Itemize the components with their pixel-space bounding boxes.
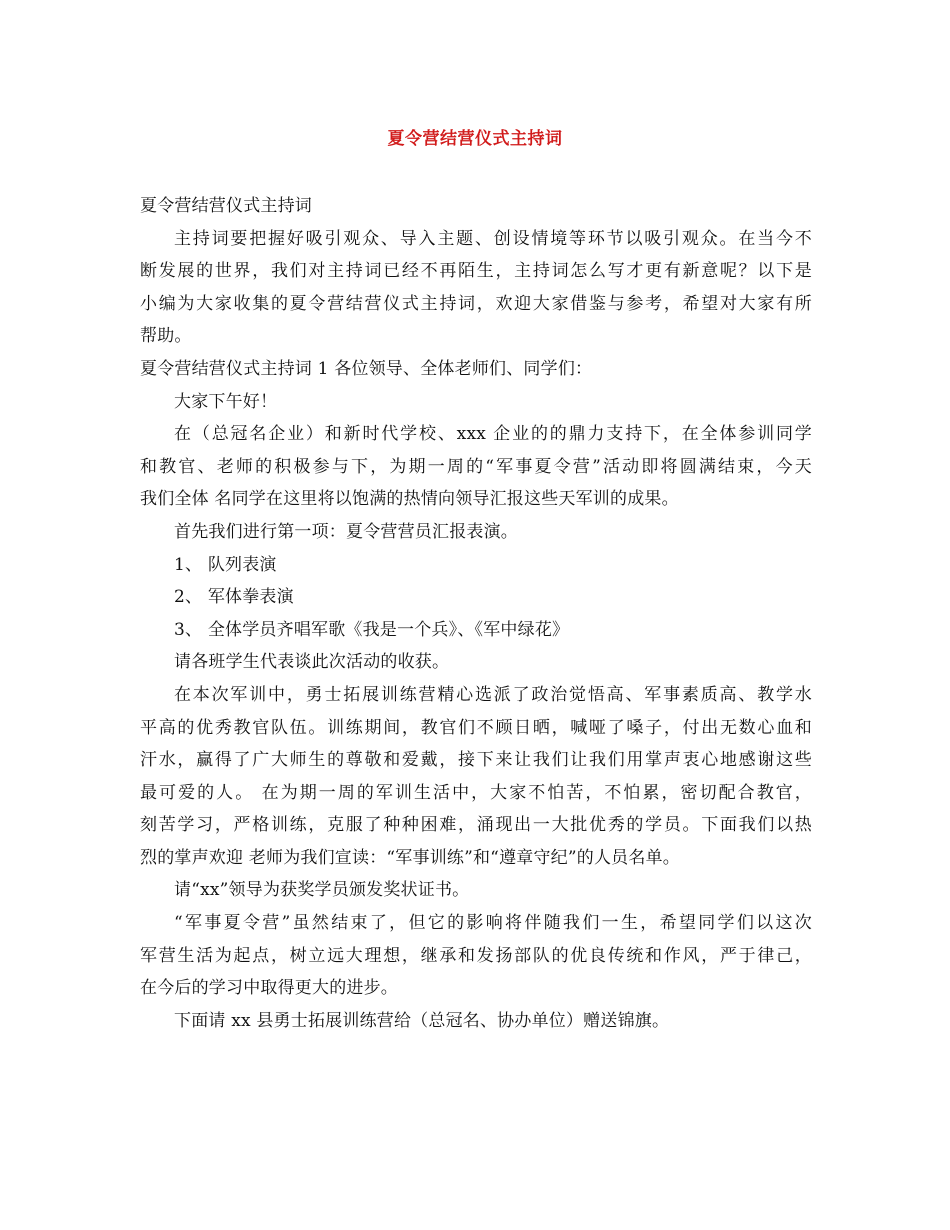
- body-text-line: 在（总冠名企业）和新时代学校、xxx 企业的的鼎力支持下，在全体参训同学: [174, 424, 812, 445]
- body-text-line: 3、 全体学员齐唱军歌《我是一个兵》、《军中绿花》: [174, 619, 570, 640]
- body-text-line: 汗水，赢得了广大师生的尊敬和爱戴，接下来让我们让我们用掌声衷心地感谢这些: [140, 750, 812, 771]
- body-text-line: 2、 军体拳表演: [174, 587, 294, 608]
- body-text-line: 主持词要把握好吸引观众、导入主题、创设情境等环节以吸引观众。在当今不: [174, 228, 812, 249]
- body-text-line: 首先我们进行第一项：夏令营营员汇报表演。: [174, 521, 518, 542]
- body-text-line: 军营生活为起点，树立远大理想，继承和发扬部队的优良传统和作风，严于律己，: [140, 945, 812, 966]
- body-text-line: 大家下午好！: [174, 391, 278, 412]
- body-text-line: 在本次军训中，勇士拓展训练营精心选派了政治觉悟高、军事素质高、教学水: [174, 684, 812, 705]
- body-text-line: 平高的优秀教官队伍。训练期间，教官们不顾日晒，喊哑了嗓子，付出无数心血和: [140, 717, 812, 738]
- body-text-line: 断发展的世界，我们对主持词已经不再陌生，主持词怎么写才更有新意呢？以下是: [140, 261, 812, 282]
- body-text-line: 小编为大家收集的夏令营结营仪式主持词，欢迎大家借鉴与参考，希望对大家有所: [140, 293, 812, 314]
- body-text-line: 在今后的学习中取得更大的进步。: [140, 978, 398, 999]
- document-title: 夏令营结营仪式主持词: [387, 129, 563, 149]
- body-text-line: 刻苦学习，严格训练，克服了种种困难，涌现出一大批优秀的学员。下面我们以热: [140, 815, 812, 836]
- body-text-line: 请各班学生代表谈此次活动的收获。: [174, 652, 450, 673]
- body-text-line: 请“xx”领导为获奖学员颁发奖状证书。: [174, 880, 470, 901]
- body-text-line: 帮助。: [140, 326, 192, 347]
- body-text-line: 1、 队列表演: [174, 554, 277, 575]
- body-text-line: 夏令营结营仪式主持词: [140, 196, 312, 216]
- body-text-line: 夏令营结营仪式主持词 1 各位领导、全体老师们、同学们：: [140, 358, 593, 379]
- body-text-line: 下面请 xx 县勇士拓展训练营给（总冠名、协办单位）赠送锦旗。: [174, 1010, 670, 1031]
- document-body: [140, 190, 812, 1037]
- body-text-line: “军事夏令营”虽然结束了，但它的影响将伴随我们一生，希望同学们以这次: [174, 913, 812, 934]
- body-text-line: 和教官、老师的积极参与下，为期一周的“军事夏令营”活动即将圆满结束，今天: [140, 456, 812, 477]
- body-text-line: 我们全体 名同学在这里将以饱满的热情向领导汇报这些天军训的成果。: [140, 489, 679, 510]
- body-text-line: 烈的掌声欢迎 老师为我们宣读：“军事训练”和“遵章守纪”的人员名单。: [140, 847, 680, 868]
- body-text-line: 最可爱的人。 在为期一周的军训生活中，大家不怕苦，不怕累，密切配合教官，: [140, 782, 812, 803]
